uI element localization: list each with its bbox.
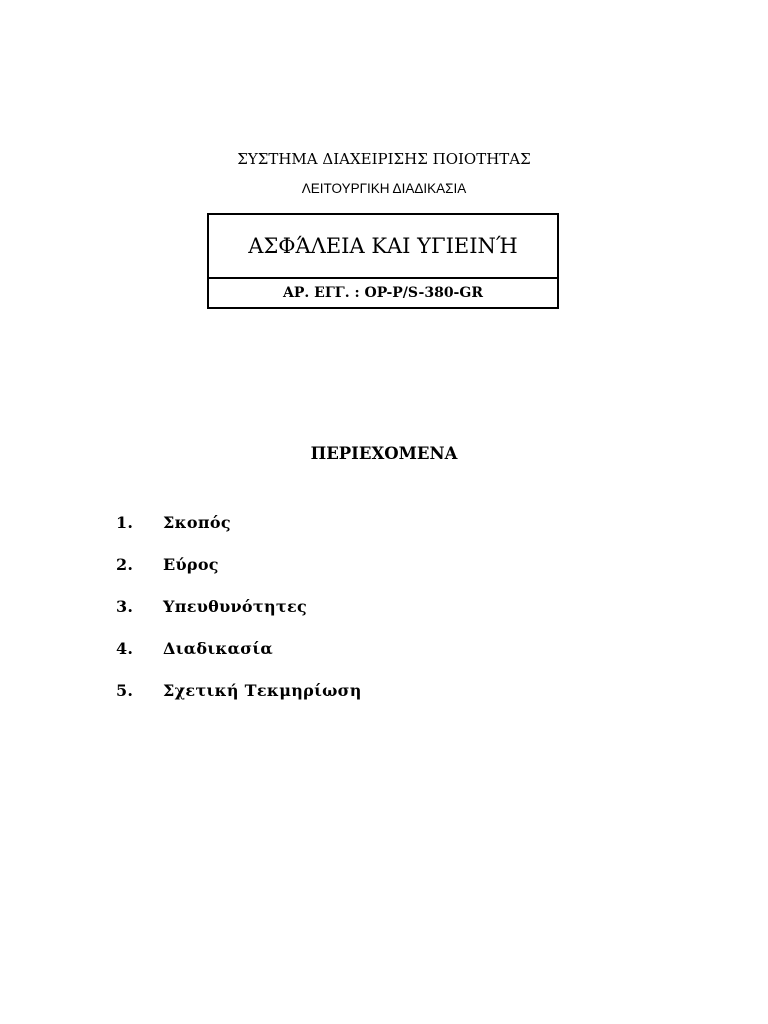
table-of-contents — [116, 512, 362, 722]
toc-item — [116, 554, 362, 596]
system-title: ΣΥΣΤΗΜΑ ΔΙΑΧΕΙΡΙΣΗΣ ΠΟΙΟΤΗΤΑΣ — [237, 150, 531, 168]
toc-item — [116, 596, 362, 638]
toc-item — [116, 638, 362, 680]
toc-item-number: 1. — [116, 513, 134, 532]
procedure-type-subtitle: ΛΕΙΤΟΥΡΓΙΚΗ ΔΙΑΔΙΚΑΣΙΑ — [301, 181, 467, 196]
registration-number: ΑΡ. ΕΓΓ. : OP-P/S-380-GR — [283, 285, 483, 301]
toc-item — [116, 680, 362, 722]
toc-item-number: 5. — [116, 681, 134, 700]
toc-item-number: 2. — [116, 555, 134, 574]
toc-item-label: Σκοπός — [163, 513, 231, 532]
toc-item-number: 3. — [116, 597, 134, 616]
toc-item-label: Υπευθυνότητες — [163, 597, 308, 616]
toc-item-number: 4. — [116, 639, 134, 658]
toc-item-label: Εύρος — [163, 555, 219, 574]
document-title: ΑΣΦΆΛΕΙΑ ΚΑΙ ΥΓΙΕΙΝΉ — [209, 215, 557, 279]
contents-heading: ΠΕΡΙΕΧΟΜΕΝΑ — [310, 444, 458, 463]
toc-item-label: Διαδικασία — [163, 639, 274, 658]
document-title-box — [207, 213, 559, 309]
toc-item — [116, 512, 362, 554]
toc-item-label: Σχετική Τεκμηρίωση — [163, 681, 362, 700]
